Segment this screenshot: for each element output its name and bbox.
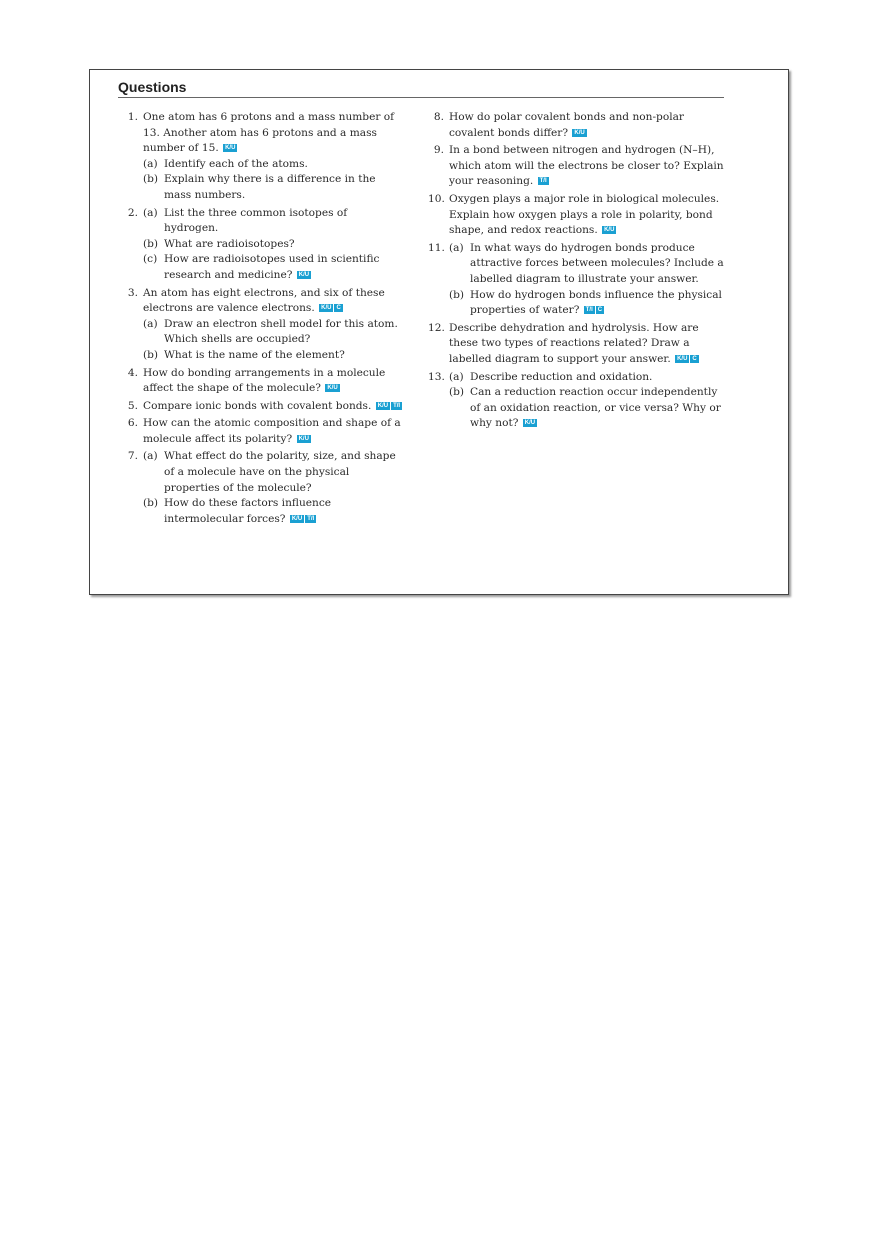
- subquestion-b: (b) Explain why there is a difference in the mass numbers.: [143, 173, 376, 201]
- ku-tag: K/U: [377, 402, 389, 409]
- question-number: 8.: [433, 111, 444, 123]
- question-10: [428, 192, 726, 239]
- subquestion-b: (b) What are radioisotopes?: [143, 237, 295, 250]
- question-4: [122, 366, 404, 397]
- subquestion-b: (b) How do hydrogen bonds influence the physical properties of water? T/I C: [449, 288, 722, 317]
- ku-tag: K/U: [327, 385, 338, 392]
- question-number: 6.: [127, 417, 138, 430]
- subquestion-a: (a) Describe reduction and oxidation.: [449, 370, 653, 383]
- ku-tag: K/U: [677, 355, 688, 362]
- subquestion-b: (b) Can a reduction reaction occur independently of an oxidation reaction, or vice versa? Why or why not? K/U: [449, 386, 721, 430]
- ku-tag: K/U: [524, 420, 536, 427]
- question-12: [428, 321, 726, 368]
- question-number: 10.: [428, 192, 445, 205]
- question-7: [122, 449, 404, 527]
- subquestion-a: (a) Identify each of the atoms.: [143, 157, 308, 170]
- ku-tag: K/U: [321, 305, 332, 312]
- question-2: [122, 206, 404, 284]
- ti-tag: T/I: [585, 307, 593, 314]
- question-1: [122, 110, 404, 204]
- subquestion-b: (b) How do these factors influence intermolecular forces? K/U T/I: [143, 497, 332, 525]
- right-column: [428, 110, 726, 434]
- question-text: In a bond between nitrogen and hydrogen (N–H), which atom will the electrons be closer to? Explain your reasoning.: [449, 144, 724, 188]
- left-column: [122, 110, 404, 529]
- section-title: Questions: [118, 79, 724, 98]
- question-text: An atom has eight electrons, and six of these electrons are valence electrons.: [143, 286, 385, 315]
- questions-panel: [89, 69, 789, 595]
- question-number: 11.: [428, 241, 445, 254]
- question-text: Compare ionic bonds with covalent bonds.: [143, 399, 372, 412]
- question-text: Oxygen plays a major role in biological molecules. Explain how oxygen plays a role in polarity, bond shape, and redox reactions.: [449, 192, 720, 237]
- c-tag: C: [336, 305, 341, 312]
- question-9: [428, 143, 726, 190]
- question-number: 7.: [127, 450, 138, 463]
- ku-tag: K/U: [604, 227, 615, 234]
- question-text: How do bonding arrangements in a molecule affect the shape of the molecule?: [143, 366, 386, 395]
- question-13: [428, 370, 726, 432]
- ku-tag: K/U: [574, 129, 585, 136]
- question-text: How do polar covalent bonds and non-polar covalent bonds differ?: [449, 111, 684, 139]
- question-number: 5.: [127, 399, 138, 412]
- question-6: [122, 416, 404, 447]
- question-number: 4.: [127, 366, 138, 379]
- question-text: One atom has 6 protons and a mass number of 13. Another atom has 6 protons and a mass number of 15.: [143, 111, 395, 155]
- ku-tag: K/U: [298, 271, 310, 278]
- subquestion-a: (a) In what ways do hydrogen bonds produce attractive forces between molecules? Include a labelled diagram to illustrate your answer.: [449, 241, 724, 285]
- question-number: 12.: [428, 321, 445, 334]
- c-tag: C: [597, 307, 603, 314]
- c-tag: C: [692, 355, 697, 362]
- question-number: 3.: [127, 286, 138, 299]
- question-8: [428, 110, 726, 141]
- question-text: How can the atomic composition and shape of a molecule affect its polarity?: [143, 417, 401, 445]
- subquestion-a: (a) List the three common isotopes of hydrogen.: [143, 206, 348, 235]
- ku-tag: K/U: [291, 515, 303, 522]
- subquestion-a: (a) Draw an electron shell model for this atom. Which shells are occupied?: [143, 317, 398, 346]
- question-3: [122, 286, 404, 364]
- question-number: 2.: [127, 206, 138, 219]
- ku-tag: K/U: [298, 435, 309, 442]
- question-5: [122, 399, 404, 415]
- subquestion-c: (c) How are radioisotopes used in scientific research and medicine? K/U: [143, 253, 380, 281]
- subquestion-a: (a) What effect do the polarity, size, and shape of a molecule have on the physical properties of the molecule?: [143, 450, 396, 494]
- question-number: 13.: [428, 370, 445, 383]
- subquestion-b: (b) What is the name of the element?: [143, 348, 345, 361]
- question-number: 9.: [433, 144, 444, 157]
- ti-tag: T/I: [539, 178, 547, 185]
- ti-tag: T/I: [393, 402, 401, 409]
- ku-tag: K/U: [225, 145, 236, 152]
- question-number: 1.: [127, 111, 138, 123]
- ti-tag: T/I: [307, 515, 315, 522]
- question-11: [428, 241, 726, 319]
- question-text: Describe dehydration and hydrolysis. How are these two types of reactions related? Draw a labelled diagram to support your answer.: [449, 321, 699, 365]
